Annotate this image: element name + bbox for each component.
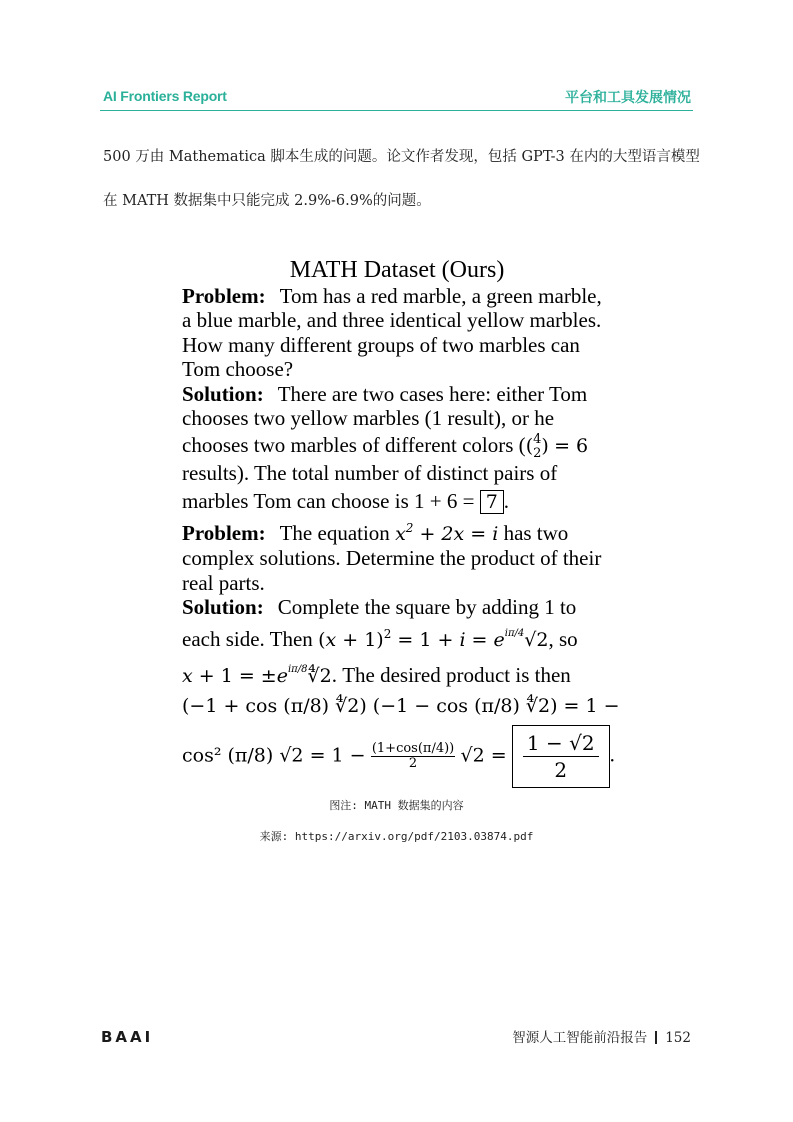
solution-text: = 6	[554, 435, 589, 458]
equation: $x + 1 = \pm e^{i\pi/8}∜2$	[182, 664, 332, 688]
figure-title: MATH Dataset (Ours)	[289, 257, 505, 283]
solution-text: There are two cases here: either Tom	[277, 381, 588, 406]
problem-label: Problem:	[182, 284, 266, 308]
footer-separator	[655, 1031, 657, 1044]
problem-text: has two	[503, 520, 569, 545]
solution-text: results). The total number of distinct pairs of	[182, 461, 558, 486]
report-title: AI Frontiers Report	[103, 88, 227, 104]
boxed-answer: 7	[480, 490, 504, 514]
solution-text: , so	[548, 627, 578, 652]
problem-label: Problem:	[182, 520, 266, 545]
baai-logo: BAAI	[101, 1028, 154, 1046]
answer-numerator: 1 − √2	[523, 730, 599, 757]
page-number: 152	[665, 1030, 691, 1046]
equation: cos² (π/8) √2 = 1 −	[182, 744, 366, 767]
header-divider	[100, 110, 693, 111]
solution-text: chooses two yellow marbles (1 result), or he	[182, 406, 555, 431]
solution-text: Complete the square by adding 1 to	[277, 595, 577, 620]
problem-text: a blue marble, and three identical yellow marbles.	[182, 308, 602, 333]
problem-text: real parts.	[182, 570, 265, 595]
equation: $x^2 + 2x = i$	[395, 520, 499, 545]
footer-title: 智源人工智能前沿报告	[512, 1030, 648, 1046]
period: .	[609, 742, 615, 767]
solution-1	[182, 382, 622, 516]
solution-label: Solution:	[182, 381, 264, 406]
solution-2	[182, 595, 622, 788]
section-title: 平台和工具发展情况	[565, 90, 691, 106]
body-text-line-1: 500 万由 Mathematica 脚本生成的问题。论文作者发现，包括 GPT-3 在内的大型语言模型	[103, 149, 700, 165]
equation: (−1 + cos (π/8) ∜2) (−1 − cos (π/8) ∜2) = 1 −	[182, 695, 620, 718]
problem-text: complex solutions. Determine the product of their	[182, 546, 602, 571]
equation: $(x + 1)^2 = 1 + i = e^{i\pi/4}√2$	[318, 627, 549, 652]
solution-text: each side. Then	[182, 627, 313, 652]
footer-info	[512, 1026, 691, 1046]
figure-caption: 图注: MATH 数据集的内容	[329, 799, 464, 812]
equation: √2 =	[460, 744, 507, 767]
boxed-answer	[512, 725, 610, 788]
solution-text: . The desired product is then	[331, 663, 571, 688]
problem-1	[182, 284, 622, 382]
problem-2	[182, 516, 622, 595]
figure-source: 来源: https://arxiv.org/pdf/2103.03874.pdf	[259, 830, 534, 843]
fraction: $\frac{(1+\cos(\pi/4))}{2}$	[371, 741, 455, 772]
solution-text: marbles Tom can choose is 1 + 6 =	[182, 488, 475, 513]
body-text-line-2: 在 MATH 数据集中只能完成 2.9%-6.9%的问题。	[103, 193, 431, 209]
problem-text: Tom choose?	[182, 357, 294, 382]
math-dataset-figure	[182, 256, 622, 788]
period: .	[503, 488, 510, 513]
problem-text: Tom has a red marble, a green marble,	[279, 284, 602, 308]
problem-text: How many different groups of two marbles can	[182, 332, 580, 357]
problem-text: The equation	[279, 520, 390, 545]
solution-text: chooses two marbles of different colors (	[182, 433, 526, 458]
binomial-expression: ( 4 2 )	[525, 432, 549, 462]
solution-label: Solution:	[182, 595, 264, 620]
answer-denominator: 2	[554, 758, 568, 783]
